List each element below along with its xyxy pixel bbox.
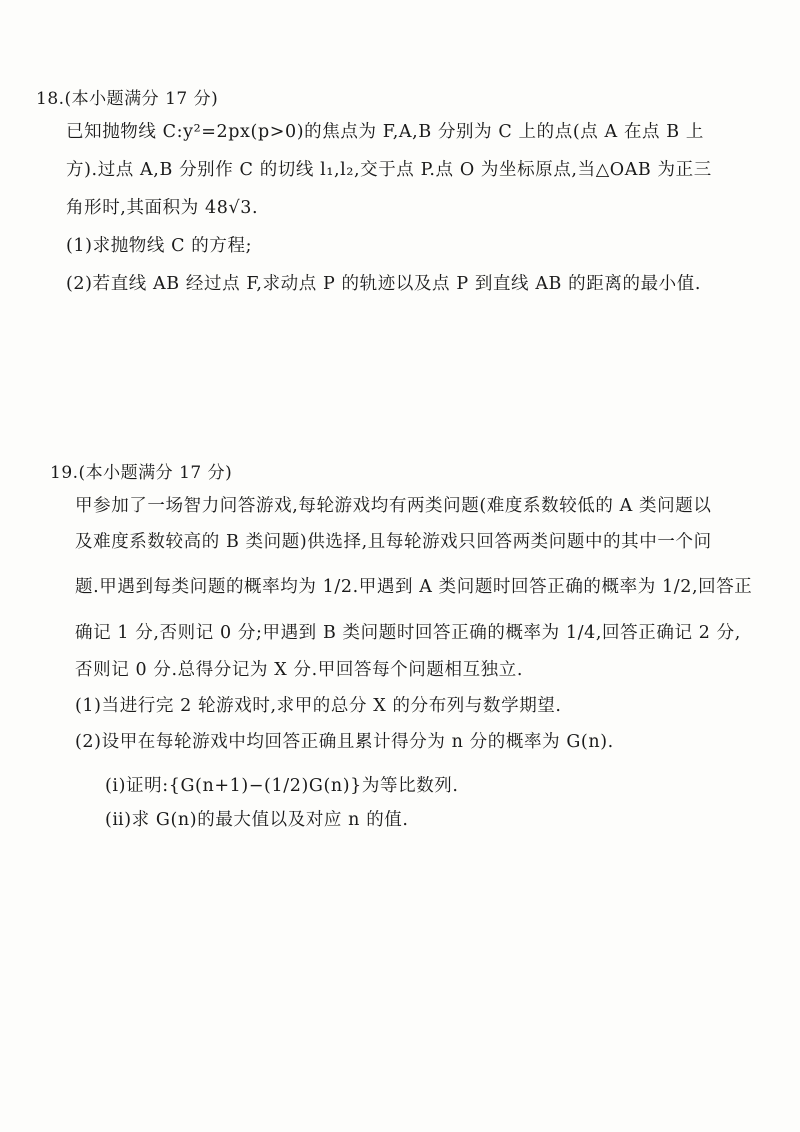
- problem-19-line-1: 甲参加了一场智力问答游戏,每轮游戏均有两类问题(难度系数较低的 A 类问题以: [75, 496, 712, 516]
- problem-19-line-3: 题.甲遇到每类问题的概率均为 1/2.甲遇到 A 类问题时回答正确的概率为 1/2,回答正: [75, 577, 753, 597]
- problem-18-line-1: 已知抛物线 C:y²=2px(p>0)的焦点为 F,A,B 分别为 C 上的点(点 A 在点 B 上: [66, 122, 705, 142]
- problem-19-part-2-ii: (ⅱ)求 G(n)的最大值以及对应 n 的值.: [105, 810, 409, 830]
- problem-19: [50, 458, 770, 835]
- problem-19-part-1: (1)当进行完 2 轮游戏时,求甲的总分 X 的分布列与数学期望.: [75, 696, 562, 716]
- problem-18-body: [36, 121, 766, 295]
- problem-18-header: 18.(本小题满分 17 分): [36, 89, 219, 109]
- problem-18: [36, 84, 766, 311]
- problem-18-line-2: 方).过点 A,B 分别作 C 的切线 l₁,l₂,交于点 P.点 O 为坐标原点,当△OAB 为正三: [66, 160, 712, 180]
- problem-19-line-4: 确记 1 分,否则记 0 分;甲遇到 B 类问题时回答正确的概率为 1/4,回答正确记 2 分,: [75, 623, 741, 643]
- problem-19-line-5: 否则记 0 分.总得分记为 X 分.甲回答每个问题相互独立.: [75, 660, 524, 680]
- problem-18-part-1: (1)求抛物线 C 的方程;: [66, 236, 253, 256]
- problem-19-part-2: (2)设甲在每轮游戏中均回答正确且累计得分为 n 分的概率为 G(n).: [75, 732, 614, 752]
- problem-18-part-2: (2)若直线 AB 经过点 F,求动点 P 的轨迹以及点 P 到直线 AB 的距离的最小值.: [66, 274, 702, 294]
- problem-18-line-3: 角形时,其面积为 48√3.: [66, 198, 259, 218]
- problem-19-part-2-i: (ⅰ)证明:{G(n+1)−(1/2)G(n)}为等比数列.: [105, 776, 459, 796]
- problem-19-body: [50, 495, 770, 835]
- problem-19-line-2: 及难度系数较高的 B 类问题)供选择,且每轮游戏只回答两类问题中的其中一个问: [75, 532, 712, 552]
- problem-19-header: 19.(本小题满分 17 分): [50, 463, 233, 483]
